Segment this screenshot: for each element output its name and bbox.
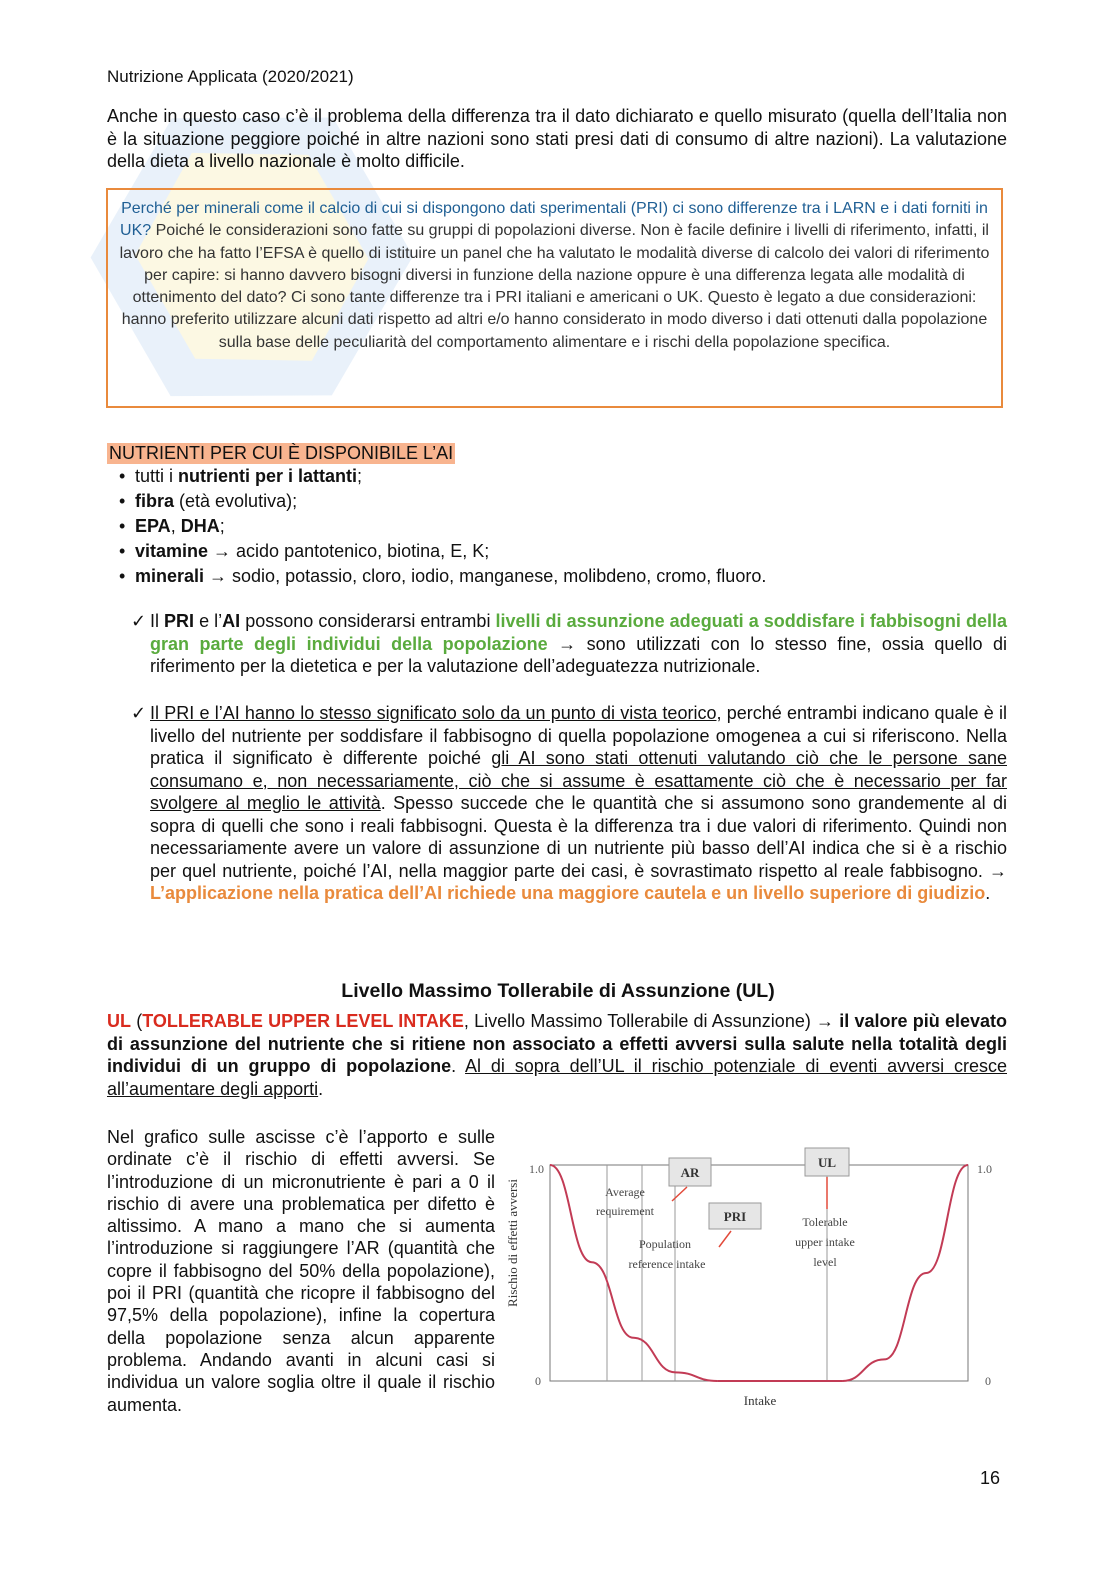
annotation-text: reference intake xyxy=(628,1257,706,1271)
annotation-text: upper intake xyxy=(795,1235,855,1249)
checkmark-icon: ✓ xyxy=(131,611,147,631)
annotation-label: PRI xyxy=(723,1209,747,1224)
callout-question: Perché per minerali come il calcio di cui si dispongono dati sperimentali (PRI) ci sono differenze tra i LARN e i dati forniti in UK? xyxy=(120,200,988,240)
y-tick-label: 1.0 xyxy=(977,1162,992,1176)
callout-answer: Poiché le considerazioni sono fatte su gruppi di popolazioni diverse. Non è facile definire i livelli di riferimento, infatti, il lavoro che ha fatto l’EFSA è quello di istituire un panel che ha valutato le modalità diverse di calcolo dei valori di riferimento per capire: si hanno davvero bisogni diversi in funzione della nazione oppure è una differenza legata alle modalità di ottenimento del dato? Ci sono tante differenze tra i PRI italiani e americani o UK. Questo è legato a due considerazioni: hanno preferito utilizzare alcuni dati rispetto ad altri e/o hanno considerato in modo diverso i dati ottenuti dalla popolazione sulla base delle peculiarità del comportamento alimentare e i rischi della popolazione specifica. xyxy=(119,222,990,351)
annotation-arrow xyxy=(719,1231,731,1247)
checkmark-icon: ✓ xyxy=(131,703,147,723)
x-axis-label: Intake xyxy=(743,1393,777,1408)
ai-nutrient-list xyxy=(107,464,987,589)
annotation-arrow xyxy=(672,1187,687,1201)
y-tick-label: 0 xyxy=(985,1374,991,1388)
annotation-text: requirement xyxy=(596,1204,654,1218)
list-item: • minerali → sodio, potassio, cloro, iodio, manganese, molibdeno, cromo, fluoro. xyxy=(107,564,987,589)
annotation-label: AR xyxy=(680,1165,700,1180)
check-item-1: ✓ Il PRI e l’AI possono considerarsi entrambi livelli di assunzione adeguati a soddisfare i fabbisogni della gran parte degli individui della popolazione → sono utilizzati con lo stesso fine, ossia quello di riferimento per la dietetica e per la valutazione dell’adeguatezza nutrizionale. xyxy=(131,611,1007,676)
annotation-text: Population xyxy=(638,1237,692,1251)
ul-definition: UL (TOLLERABLE UPPER LEVEL INTAKE, Livello Massimo Tollerabile di Assunzione) → il valore più elevato di assunzione del nutriente che si ritiene non associato a effetti avversi sulla salute nella totalità degli individui di un gruppo di popolazione. Al di sopra dell’UL il rischio potenziale di eventi avversi cresce all’aumentare degli apporti. xyxy=(107,1011,1007,1099)
ai-section-title: NUTRIENTI PER CUI È DISPONIBILE L’AI xyxy=(109,443,454,463)
ul-heading: Livello Massimo Tollerabile di Assunzione (UL) xyxy=(341,980,775,1002)
page-header: Nutrizione Applicata (2020/2021) xyxy=(107,67,354,86)
list-item: • EPA, DHA; xyxy=(107,514,987,539)
list-item: • tutti i nutrienti per i lattanti; xyxy=(107,464,987,489)
intro-paragraph: Anche in questo caso c’è il problema della differenza tra il dato dichiarato e quello misurato (quella dell’Italia non è la situazione peggiore poiché in altre nazioni sono stati presi dati di consumo di altre nazioni). La valutazione della dieta a livello nazionale è molto difficile. xyxy=(107,106,1007,171)
list-item: • vitamine → acido pantotenico, biotina, E, K; xyxy=(107,539,987,564)
risk-curve-2 xyxy=(843,1165,968,1381)
y-axis-label: Rischio di effetti avversi xyxy=(505,1179,520,1307)
callout-box xyxy=(106,188,1003,408)
graph-description: Nel grafico sulle ascisse c’è l’apporto e sulle ordinate c’è il rischio di effetti avversi. Se l’introduzione di un micronutriente è pari a 0 il rischio di avere una problematica per difetto è altissimo. A mano a mano che si aumenta l’introduzione si raggiungere l’AR (quantità che copre il fabbisogno del 50% della popolazione), poi il PRI (quantità che ricopre il fabbisogno del 97,5% della popolazione), infine la copertura della popolazione senza alcun apparente problema. Andando avanti in alcuni casi si individua un valore soglia oltre il quale il rischio aumenta. xyxy=(107,1127,495,1415)
annotation-text: level xyxy=(813,1255,837,1269)
y-tick-label: 1.0 xyxy=(529,1162,544,1176)
y-tick-label: 0 xyxy=(535,1374,541,1388)
annotation-label: UL xyxy=(817,1155,837,1170)
annotation-text: Tolerable xyxy=(802,1215,848,1229)
check-item-2: ✓ Il PRI e l’AI hanno lo stesso significato solo da un punto di vista teorico, perché entrambi indicano quale è il livello del nutriente per soddisfare il fabbisogno di quella popolazione omogenea a cui si riferiscono. Nella pratica il significato è differente poiché gli AI sono stati ottenuti valutando ciò che le persone sane consumano e, non necessariamente, ciò che si assume è esattamente ciò che è necessario per far svolgere al meglio le attività. Spesso succede che le quantità che si assumono sono grandemente al di sopra di quelli che sono i reali fabbisogni. Questa è la differenza tra i due valori di riferimento. Quindi non necessariamente avere un valore di assunzione di un nutriente più basso dell’AI indica che si è a rischio per quel nutriente, poiché l’AI, nella maggior parte dei casi, è sovrastimato rispetto al reale fabbisogno. → L’applicazione nella pratica dell’AI richiede una maggiore cautela e un livello superiore di giudizio. xyxy=(131,703,1008,903)
risk-intake-chart xyxy=(497,1143,1012,1413)
annotation-text: Average xyxy=(605,1185,645,1199)
page-number: 16 xyxy=(980,1468,1001,1488)
list-item: • fibra (età evolutiva); xyxy=(107,489,987,514)
